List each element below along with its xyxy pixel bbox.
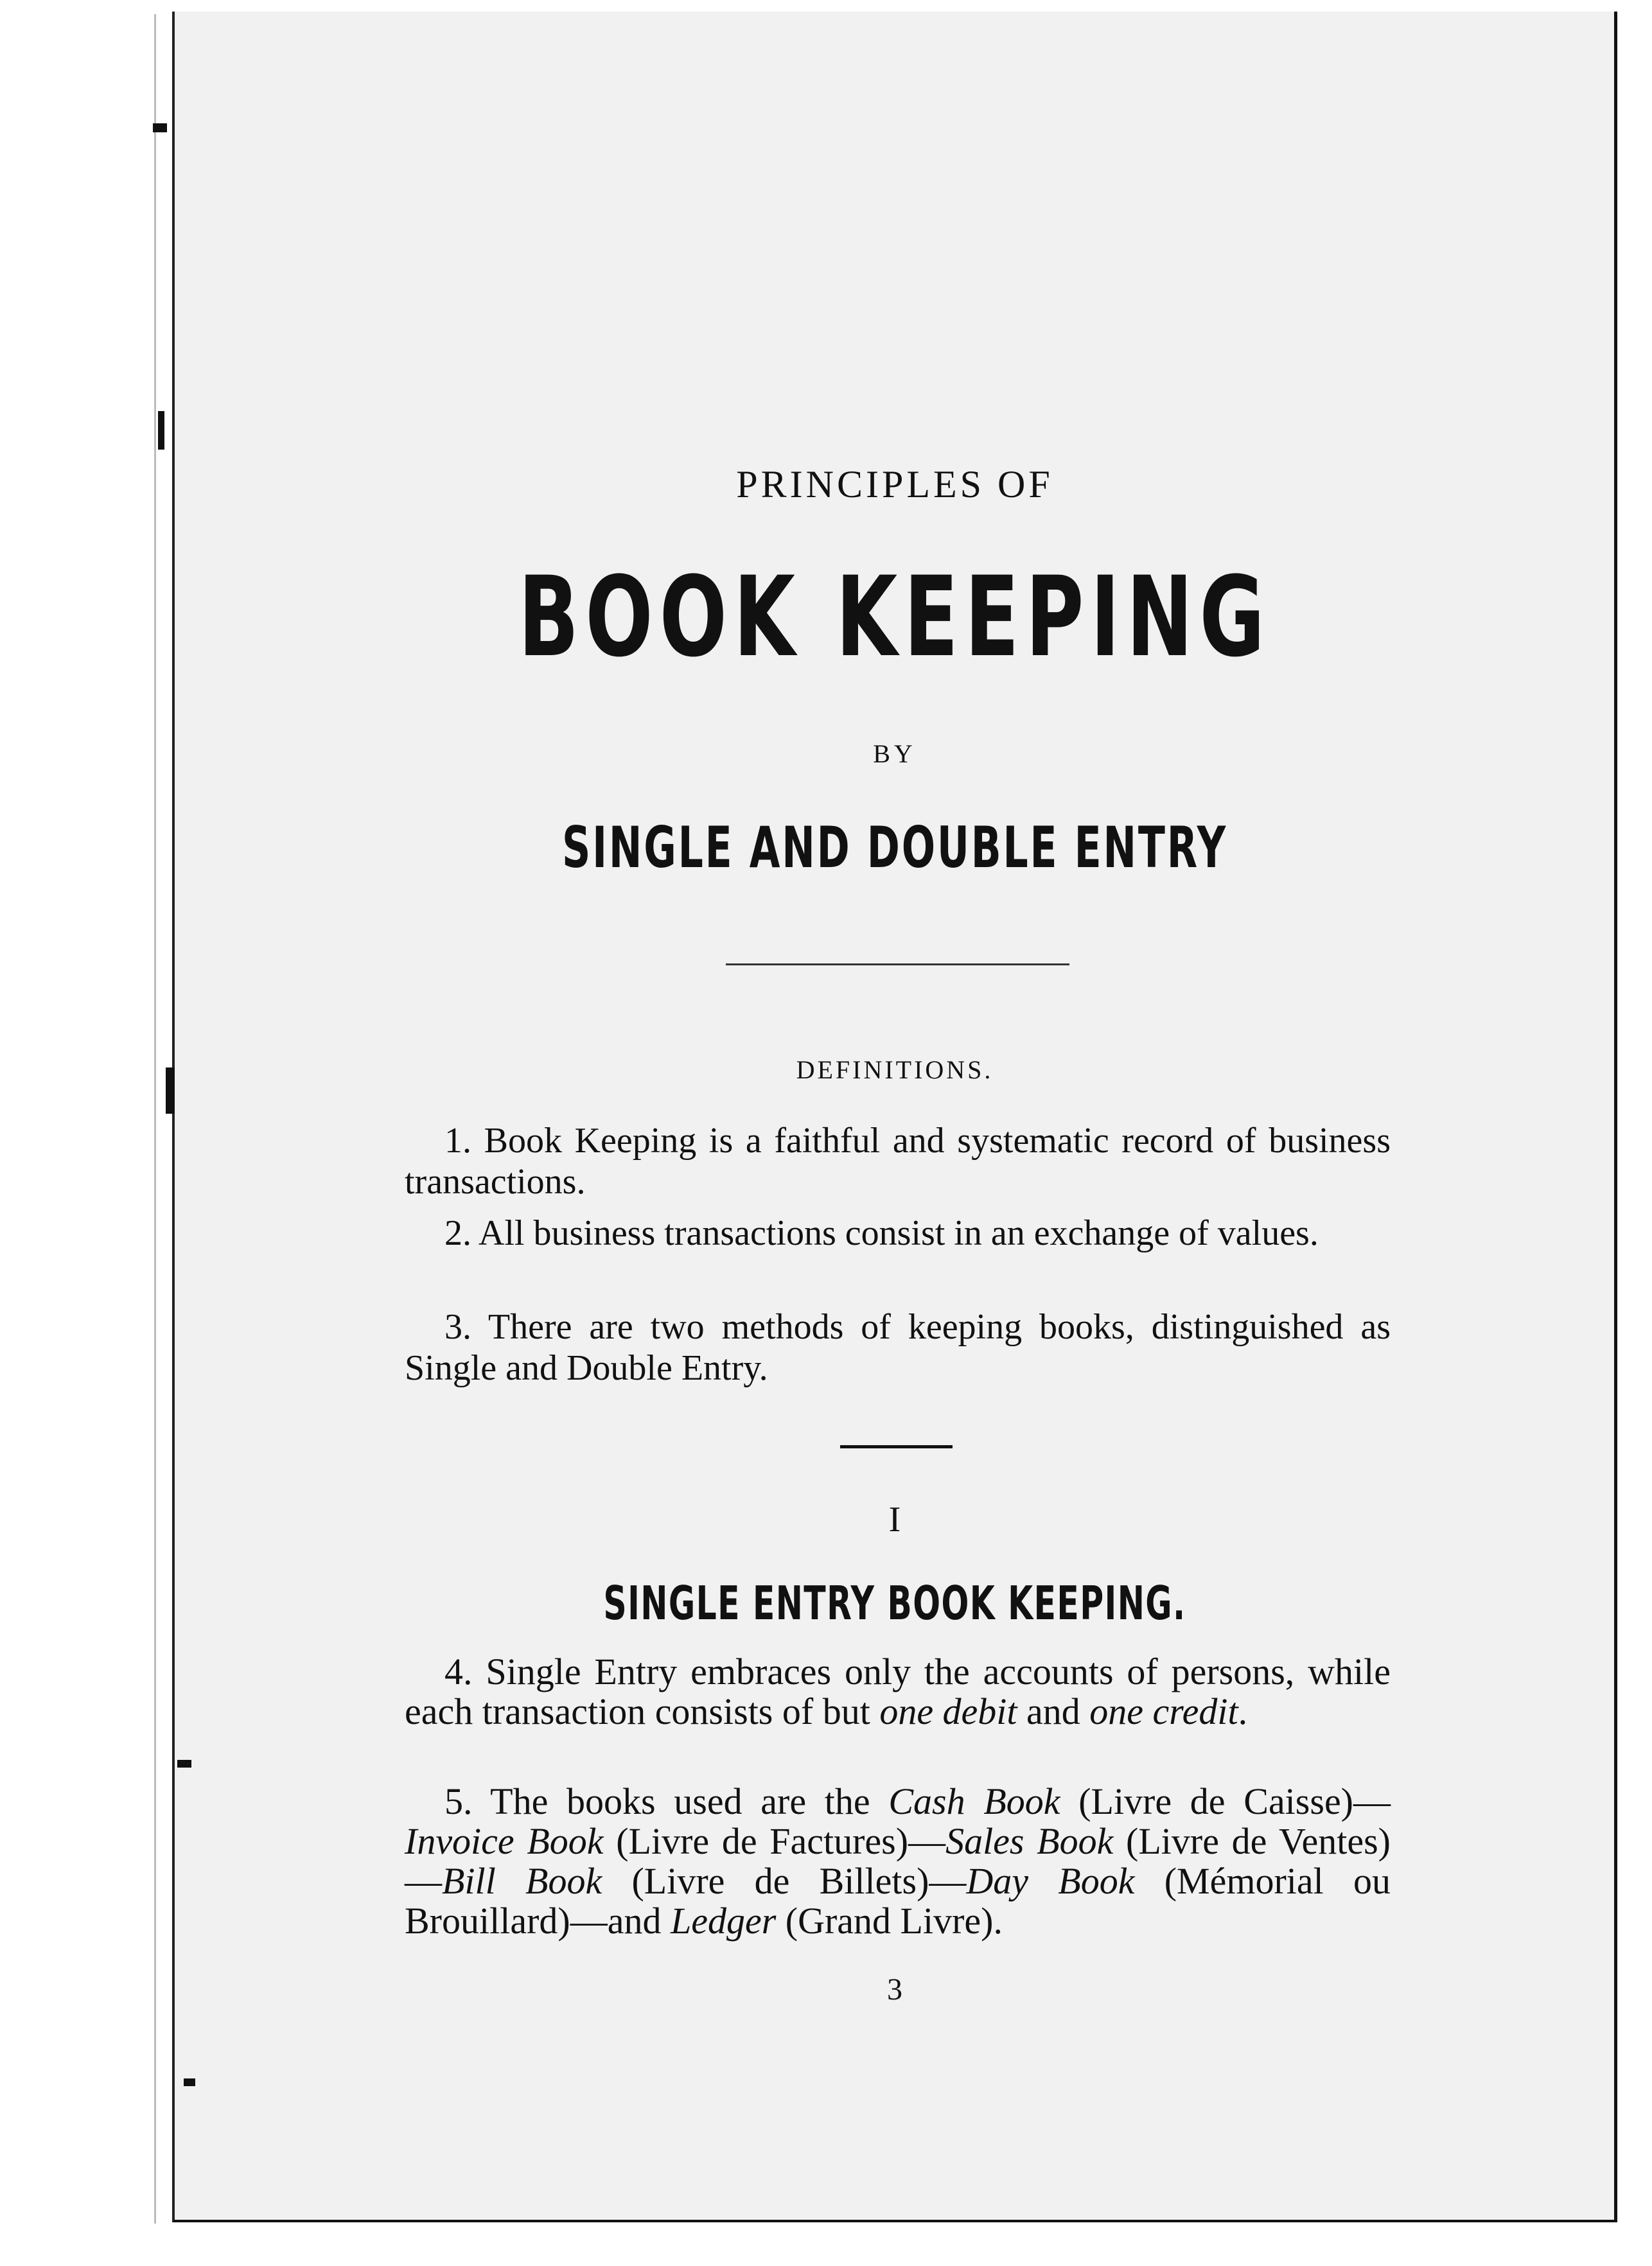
day-book-french: (Mémorial ou Brouillard)—and [405, 1860, 1391, 1942]
definitions-heading: DEFINITIONS. [796, 1055, 994, 1084]
section-divider [840, 1445, 953, 1448]
page-number: 3 [887, 1972, 902, 2007]
bill-book-french: (Livre de Billets)— [602, 1860, 967, 1902]
by-line: BY [873, 739, 917, 768]
principles-of-heading: PRINCIPLES OF [736, 463, 1053, 505]
ledger-french: (Grand Livre). [776, 1900, 1003, 1942]
section-number: I [888, 1500, 901, 1540]
title-divider [726, 963, 1069, 965]
day-book-term: Day Book [966, 1860, 1135, 1902]
definition-item-3: 3. There are two methods of keeping books, distinguished as Single and Double Entry. [405, 1307, 1391, 1388]
definition-item-1: 1. Book Keeping is a faithful and systematic record of business transactions. [405, 1121, 1391, 1202]
p4-lead: 4. Single Entry embraces only the accounts of persons, while each transaction consists of but [405, 1651, 1391, 1732]
paragraph-4 [405, 1652, 1391, 1732]
cash-book-french: (Livre de Caisse)— [1060, 1780, 1391, 1822]
p4-end: . [1238, 1691, 1248, 1732]
bill-book-term: Bill Book [442, 1860, 602, 1902]
p4-one-debit: one debit [879, 1691, 1017, 1732]
ledger-term: Ledger [670, 1900, 777, 1942]
sales-book-term: Sales Book [945, 1820, 1114, 1862]
p4-and: and [1017, 1691, 1090, 1732]
sales-book-french: (Livre de Ventes)— [405, 1820, 1391, 1902]
section-title: SINGLE ENTRY BOOK KEEPING. [603, 1576, 1186, 1630]
p5-lead: 5. The books used are the [444, 1780, 889, 1822]
definition-item-2: 2. All business transactions consist in an exchange of values. [444, 1213, 1319, 1253]
invoice-book-term: Invoice Book [405, 1820, 604, 1862]
paragraph-5 [405, 1782, 1391, 1941]
book-title: BOOK KEEPING [518, 552, 1272, 681]
invoice-book-french: (Livre de Factures)— [603, 1820, 946, 1862]
p4-one-credit: one credit [1089, 1691, 1238, 1732]
cash-book-term: Cash Book [888, 1780, 1060, 1822]
subtitle: SINGLE AND DOUBLE ENTRY [562, 814, 1227, 881]
